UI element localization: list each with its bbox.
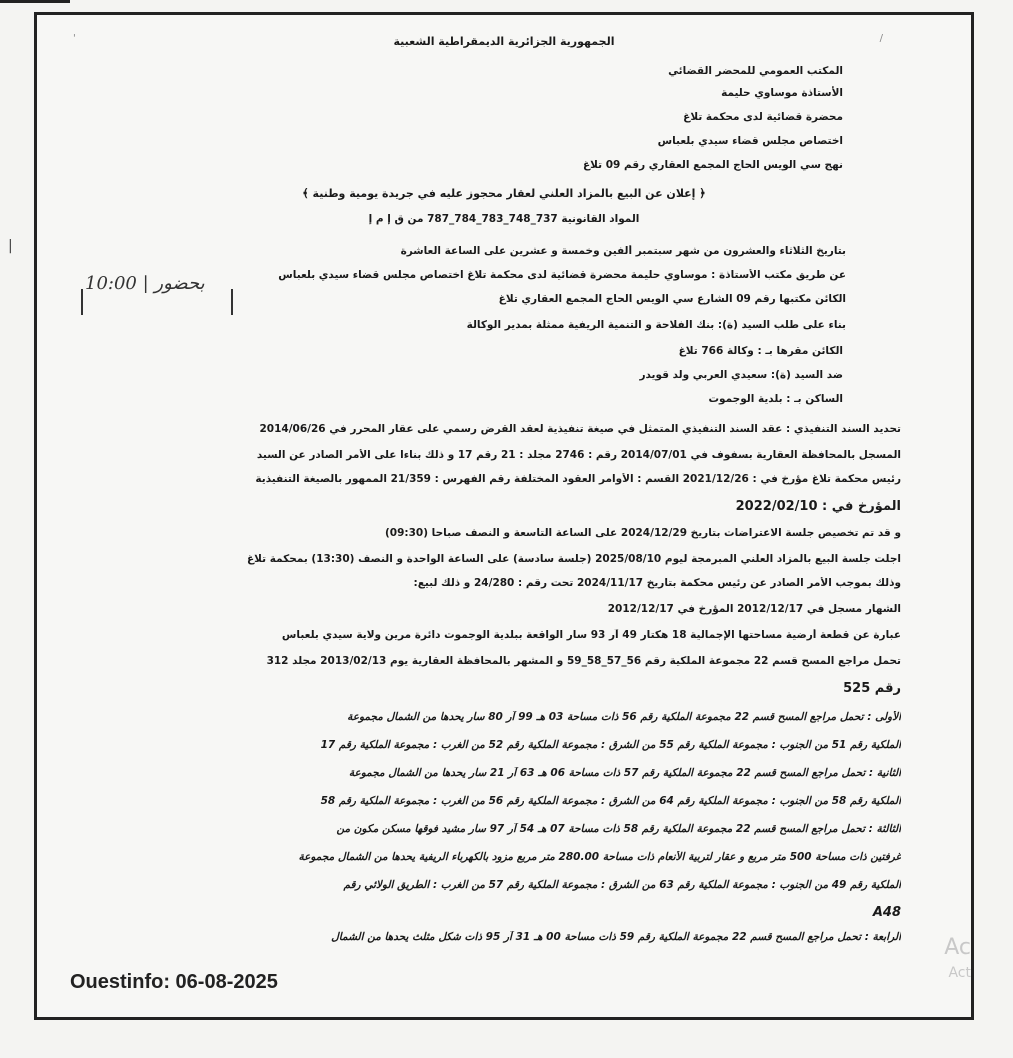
parcel-line: الملكية رقم 58 من الجنوب : مجموعة الملكية رقم 64 من الشرق : مجموعة الملكية رقم 56 من الغرب : مجموعة الملكية رقم 58 — [320, 795, 901, 807]
detail-line: وذلك بموجب الأمر الصادر عن رئيس محكمة بتاريخ 2024/11/17 تحت رقم : 24/280 و ذلك لبيع: — [413, 577, 901, 589]
margin-mark: | — [8, 238, 13, 254]
body-line: عن طريق مكتب الأستاذة : موساوي حليمة محضرة قضائية لدى محكمة تلاغ اختصاص مجلس قضاء سيدي بلعباس — [278, 269, 846, 281]
handwritten-note: بحضور | 10:00 — [85, 273, 205, 294]
handwritten-box — [81, 289, 233, 315]
parcel-line: الثالثة : تحمل مراجع المسح قسم 22 مجموعة الملكية رقم 58 ذات مساحة 07 هـ 54 آر 97 سار مشيد فوقها مسكن مكون من — [336, 823, 901, 835]
republic-header: الجمهورية الجزائرية الديمقراطية الشعبية — [393, 35, 615, 48]
parcel-line: الأولى : تحمل مراجع المسح قسم 22 مجموعة الملكية رقم 56 ذات مساحة 03 هـ 99 آر 80 سار يحدها من الشمال مجموعة — [347, 711, 901, 723]
detail-line: رئيس محكمة تلاغ مؤرخ في : 2021/12/26 القسم : الأوامر العقود المختلفة رقم الفهرس : 21/359 الممهور بالصيغة التنفيذية — [255, 473, 901, 485]
detail-line: و قد تم تخصيص جلسة الاعتراضات بتاريخ 2024/12/29 على الساعة التاسعة و النصف صباحا (09:30) — [384, 527, 901, 539]
office-line: محضرة قضائية لدى محكمة تلاغ — [683, 111, 843, 123]
office-line: المكتب العمومي للمحضر القضائي — [668, 65, 843, 77]
top-rule — [0, 0, 70, 3]
document-frame — [34, 12, 974, 1020]
detail-line: رقم 525 — [843, 681, 901, 696]
scan-speck: ' — [73, 33, 76, 44]
office-line: الأستاذة موساوي حليمة — [721, 87, 843, 99]
parcel-line: الملكية رقم 49 من الجنوب : مجموعة الملكية رقم 63 من الشرق : مجموعة الملكية رقم 57 من الغرب : الطريق الولائي رقم — [343, 879, 901, 891]
parcel-line: الملكية رقم 51 من الجنوب : مجموعة الملكية رقم 55 من الشرق : مجموعة الملكية رقم 52 من الغرب : مجموعة الملكية رقم 17 — [320, 739, 901, 751]
detail-line: عبارة عن قطعة أرضية مساحتها الإجمالية 18 هكتار 49 آر 93 سار الواقعة ببلدية الوجموت دائرة مرين ولاية سيدي بلعباس — [281, 629, 901, 641]
detail-line: تحمل مراجع المسح قسم 22 مجموعة الملكية رقم 56_57_58_59 و المشهر بالمحافظة العقارية يوم 2013/02/13 مجلد 312 — [266, 655, 901, 667]
body-line: الساكن بـ : بلدية الوجموت — [708, 393, 843, 405]
source-caption: Ouestinfo: 06-08-2025 — [70, 971, 278, 993]
detail-line: اجلت جلسة البيع بالمزاد العلني المبرمجة ليوم 2025/08/10 (جلسة سادسة) على الساعة الواحدة و النصف (13:30) بمحكمة تلاغ — [246, 553, 901, 565]
body-line: بناء على طلب السيد (ة): بنك الفلاحة و التنمية الريفية ممثلة بمدير الوكالة — [466, 319, 846, 331]
scan-speck: / — [879, 33, 883, 44]
body-line: ضد السيد (ة): سعيدي العربي ولد قويدر — [639, 369, 843, 381]
parcel-line: الرابعة : تحمل مراجع المسح قسم 22 مجموعة الملكية رقم 59 ذات مساحة 00 هـ 31 آر 95 ذات شكل مثلث يحدها من الشمال — [331, 931, 901, 943]
watermark-text: Ac — [944, 935, 971, 960]
detail-line: المسجل بالمحافظة العقارية بسفوف في 2014/07/01 رقم : 2746 مجلد : 21 رقم 17 و ذلك بناءا على الأمر الصادر عن السيد — [256, 449, 901, 461]
office-line: نهج سي الويس الحاج المجمع العقاري رقم 09 تلاغ — [582, 159, 843, 171]
parcel-line: غرفتين ذات مساحة 500 متر مربع و عقار لتربية الأنعام ذات مساحة 280.00 متر مربع مزود بالكهرباء الريفية يحدها من الشمال مجموعة — [298, 851, 901, 863]
announcement-title: ﴿ إعلان عن البيع بالمزاد العلني لعقار محجوز عليه في جريدة يومية وطنية ﴾ — [302, 187, 706, 200]
body-line: الكائن مكتبها رقم 09 الشارع سي الويس الحاج المجمع العقاري تلاغ — [498, 293, 846, 305]
legal-articles: المواد القانونية 737_748_783_784_787 من ق إ م إ — [368, 213, 640, 225]
watermark-text-small: Act — [948, 965, 971, 981]
parcel-line: A48 — [872, 905, 901, 920]
detail-line: الشهار مسجل في 2012/12/17 المؤرخ في 2012/12/17 — [607, 603, 901, 615]
detail-line: المؤرخ في : 2022/02/10 — [735, 499, 901, 514]
body-line: الكائن مقرها بـ : وكالة 766 تلاغ — [678, 345, 843, 357]
detail-line: تحديد السند التنفيذي : عقد السند التنفيذي المتمثل في صيغة تنفيذية لعقد القرض رسمي على عقار المحرر في 2014/06/26 — [259, 423, 901, 435]
office-line: اختصاص مجلس قضاء سيدي بلعباس — [657, 135, 843, 147]
parcel-line: الثانية : تحمل مراجع المسح قسم 22 مجموعة الملكية رقم 57 ذات مساحة 06 هـ 63 آر 21 سار يحدها من الشمال مجموعة — [348, 767, 901, 779]
body-line: بتاريخ الثلاثاء والعشرون من شهر سبتمبر ألفين وخمسة و عشرين على الساعة العاشرة — [400, 245, 846, 257]
